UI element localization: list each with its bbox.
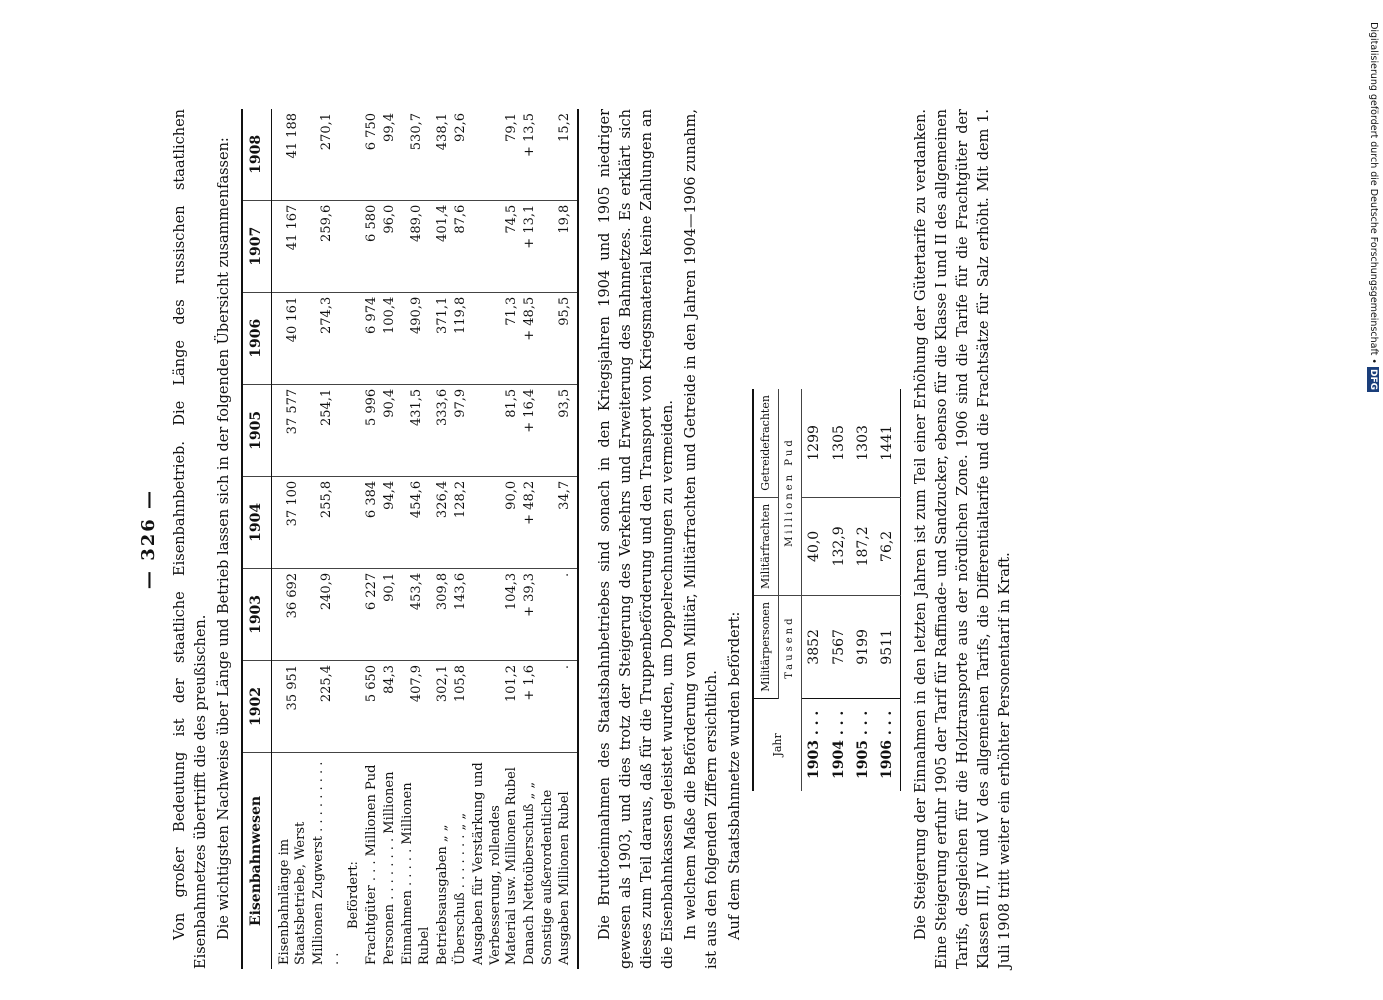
column-header: Jahr (753, 698, 802, 791)
table-cell: 9199 (851, 595, 875, 698)
table-cell: 128,2 (452, 476, 470, 568)
table-cell: 431,5 (399, 384, 434, 476)
table-cell: 100,4 (381, 292, 399, 384)
table-cell: 15,2 (539, 109, 578, 200)
table-cell: 81,5 (470, 384, 521, 476)
table-cell: 84,3 (381, 660, 399, 752)
row-label: Ausgaben für Verstärkung und Verbesserung, rollendes Material usw. Millionen Rubel (471, 762, 519, 965)
row-label: Danach Nettoüberschuß „ „ (522, 781, 538, 965)
table-cell: 490,9 (399, 292, 434, 384)
row-label: Eisenbahnlänge im Staatsbetriebe, Werst (276, 821, 308, 965)
table-row (470, 109, 521, 969)
table-row (452, 109, 470, 969)
table-cell: . (539, 568, 578, 660)
table-cell: + 48,2 (521, 476, 539, 568)
table-cell: 1299 (802, 389, 827, 497)
column-header: 1903 (242, 568, 271, 660)
table-cell: 255,8 (310, 476, 345, 568)
table-cell: 87,6 (452, 200, 470, 292)
table-cell: 407,9 (399, 660, 434, 752)
table-cell: 5 996 (363, 384, 381, 476)
row-label: Befördert: (345, 861, 361, 929)
table-cell: 454,6 (399, 476, 434, 568)
paragraph-military-transport: In welchem Maße die Beförderung von Militär, Militärfrachten und Getreide in den Jahren 1904—1906 zunahm, ist aus den folgenden Ziffern ersichtlich. (682, 109, 720, 969)
table-cell: 6 384 (363, 476, 381, 568)
table-cell: 35 951 (271, 660, 310, 752)
table-cell (345, 384, 363, 476)
column-header: Militärpersonen (753, 595, 778, 698)
table-cell: 90,1 (381, 568, 399, 660)
year-cell: 1905 . . . (855, 710, 872, 779)
year-cell: 1906 . . . (879, 710, 896, 779)
table-cell: 274,3 (310, 292, 345, 384)
table-cell: 143,6 (452, 568, 470, 660)
table-cell: 326,4 (434, 476, 452, 568)
table-row (539, 109, 578, 969)
table-cell (345, 109, 363, 200)
row-label: Frachtgüter . . . Millionen Pud (363, 764, 379, 965)
table-cell: 96,0 (381, 200, 399, 292)
table-cell: 401,4 (434, 200, 452, 292)
digitization-credit (1367, 8, 1379, 392)
table-cell: 6 974 (363, 292, 381, 384)
table-row (827, 389, 851, 791)
column-header: 1902 (242, 660, 271, 752)
table-cell: 40 161 (271, 292, 310, 384)
column-header: 1907 (242, 200, 271, 292)
row-label: Personen . . . . . . . . Millionen (382, 771, 398, 965)
table-cell: 105,8 (452, 660, 470, 752)
table-cell: 40,0 (802, 497, 827, 595)
table-cell: 1305 (827, 389, 851, 497)
paragraph-gross-revenue: Die Bruttoeinnahmen des Staatsbahnbetriebes sind sonach in den Kriegsjahren 1904 und 1905 niedriger gewesen als 1903, und dies trotz der Steigerung des Verkehrs und Erweiterung des Bahnnetzes. Es erklärt sich dieses zum Teil daraus, daß für die Truppenbeförderung und den Transport von Kriegsmaterial keine Zahlungen an die Eisenbahnkassen geleistet wurden, um Doppelrechnungen zu vermeiden. (596, 109, 676, 969)
table-header-row (242, 109, 271, 969)
intro-paragraph-2: Die wichtigsten Nachweise über Länge und Betrieb lassen sich in der folgenden Übersicht zusammenfassen: (216, 137, 233, 940)
table-row (345, 109, 363, 969)
table-cell (345, 568, 363, 660)
table-cell: . (539, 660, 578, 752)
table-cell (345, 660, 363, 752)
table-cell: 333,6 (434, 384, 452, 476)
table-cell: 1441 (875, 389, 900, 497)
table-cell: 6 750 (363, 109, 381, 200)
table-row (851, 389, 875, 791)
table-cell: 101,2 (470, 660, 521, 752)
table-cell: 270,1 (310, 109, 345, 200)
table-cell: 92,6 (452, 109, 470, 200)
military-transport-table (752, 389, 901, 791)
table-cell: 6 227 (363, 568, 381, 660)
row-label: Überschuß . . . . . . . „ „ (453, 812, 469, 965)
unit-label: Tausend (778, 595, 802, 698)
table-cell: 36 692 (271, 568, 310, 660)
table-cell: 90,4 (381, 384, 399, 476)
table-cell: 79,1 (470, 109, 521, 200)
row-label: Betriebsausgaben „ „ (434, 824, 450, 965)
table-cell: 302,1 (434, 660, 452, 752)
column-header: Eisenbahnwesen (242, 753, 271, 970)
table-cell: 254,1 (310, 384, 345, 476)
table-cell: 76,2 (875, 497, 900, 595)
intro-paragraph: Von großer Bedeutung ist der staatliche Eisenbahnbetrieb. Die Länge des russischen staatlichen Eisenbahnnetzes übertrifft die des preußischen. (172, 109, 210, 969)
table-row (399, 109, 434, 969)
table-cell (345, 292, 363, 384)
row-label: Sonstige außerordentliche Ausgaben Millionen Rubel (540, 789, 572, 965)
credit-text: Digitalisierung gefördert durch die Deutsche Forschungsgemeinschaft • (1368, 22, 1379, 364)
table-cell: + 13,5 (521, 109, 539, 200)
table-cell: 99,4 (381, 109, 399, 200)
table-cell: 6 580 (363, 200, 381, 292)
year-cell: 1904 . . . (830, 710, 847, 779)
table-row (381, 109, 399, 969)
table-cell (345, 200, 363, 292)
table-cell: 9511 (875, 595, 900, 698)
table-cell: 132,9 (827, 497, 851, 595)
table-cell: 119,8 (452, 292, 470, 384)
column-header: Getreidefrachten (753, 389, 778, 497)
row-label: Millionen Zugwerst . . . . . . . . . . . (311, 761, 343, 965)
table-cell: 41 167 (271, 200, 310, 292)
table-cell: + 39,3 (521, 568, 539, 660)
table-row (434, 109, 452, 969)
table-cell: + 48,5 (521, 292, 539, 384)
column-header: 1905 (242, 384, 271, 476)
column-header: 1904 (242, 476, 271, 568)
page-number: — 326 — (138, 488, 159, 590)
row-label: Einnahmen . . . . . Millionen Rubel (400, 782, 432, 965)
railway-statistics-table (241, 109, 579, 969)
table-cell: 3852 (802, 595, 827, 698)
table-cell: 240,9 (310, 568, 345, 660)
paragraph-transported: Auf dem Staatsbahnnetze wurden befördert: (726, 611, 743, 940)
column-header: 1908 (242, 109, 271, 200)
dfg-logo: DFG (1368, 368, 1378, 390)
table-cell: 97,9 (452, 384, 470, 476)
table-cell: 309,8 (434, 568, 452, 660)
table-cell: + 16,4 (521, 384, 539, 476)
table-cell: 453,4 (399, 568, 434, 660)
small-table-header-row (753, 389, 778, 791)
rotated-page (136, 109, 1236, 969)
table-cell: 95,5 (539, 292, 578, 384)
column-header: Militärfrachten (753, 497, 778, 595)
table-cell: 7567 (827, 595, 851, 698)
table-cell: 34,7 (539, 476, 578, 568)
table-cell: 37 100 (271, 476, 310, 568)
table-cell: 225,4 (310, 660, 345, 752)
table-cell: 104,3 (470, 568, 521, 660)
table-cell: 438,1 (434, 109, 452, 200)
table-cell: + 13,1 (521, 200, 539, 292)
unit-label: Millionen Pud (778, 389, 802, 595)
table-row (310, 109, 345, 969)
table-cell: 90,0 (470, 476, 521, 568)
table-cell: 371,1 (434, 292, 452, 384)
table-row (875, 389, 900, 791)
table-cell: 41 188 (271, 109, 310, 200)
table-row (271, 109, 310, 969)
table-cell: 94,4 (381, 476, 399, 568)
paragraph-tariffs: Die Steigerung der Einnahmen in den letzten Jahren ist zum Teil einer Erhöhung der Gütertarife zu verdanken. Eine Steigerung erfuhr 1905 der Tarif für Raffinade- und Sandzucker, ebenso für die Klasse I und II des allgemeinen Tarifs, desgleichen für die Holztransporte aus der nördlichen Zone. 1906 sind die Tarife für die Frachtgüter der Klassen III, IV und V des allgemeinen Tarifs, die Differentialtarife und die Frachtsätze für Salz erhöht. Mit dem 1. Juli 1908 tritt weiter ein erhöhter Personentarif in Kraft. (912, 109, 1013, 969)
table-cell: 5 650 (363, 660, 381, 752)
table-cell: 1303 (851, 389, 875, 497)
table-row (363, 109, 381, 969)
table-cell: 259,6 (310, 200, 345, 292)
table-cell: 187,2 (851, 497, 875, 595)
table-cell: 93,5 (539, 384, 578, 476)
table-cell: 489,0 (399, 200, 434, 292)
table-cell: 37 577 (271, 384, 310, 476)
table-cell: 74,5 (470, 200, 521, 292)
table-cell: 19,8 (539, 200, 578, 292)
table-cell: + 1,6 (521, 660, 539, 752)
table-row (521, 109, 539, 969)
year-cell: 1903 . . . (806, 710, 823, 779)
table-cell: 530,7 (399, 109, 434, 200)
column-header: 1906 (242, 292, 271, 384)
table-row (802, 389, 827, 791)
table-cell: 71,3 (470, 292, 521, 384)
table-cell (345, 476, 363, 568)
